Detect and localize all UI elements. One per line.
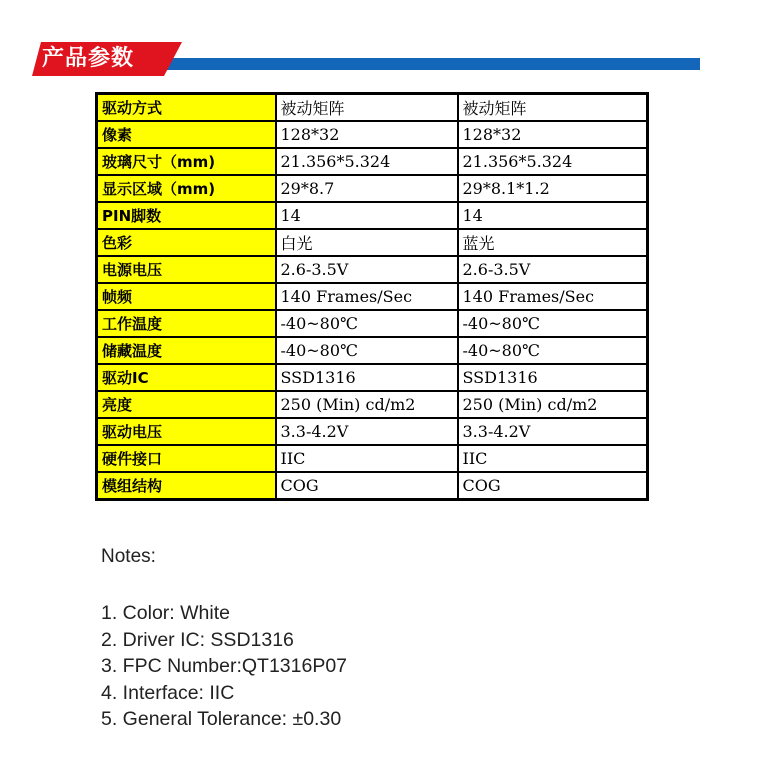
spec-value-white: 128*32 [276, 121, 458, 148]
spec-value-white: 29*8.7 [276, 175, 458, 202]
table-row [97, 391, 648, 418]
section-header [32, 42, 700, 76]
spec-label: 色彩 [97, 229, 276, 256]
spec-value-white: 21.356*5.324 [276, 148, 458, 175]
spec-value-white: 被动矩阵 [276, 94, 458, 122]
spec-value-blue: 21.356*5.324 [458, 148, 648, 175]
notes-title: Notes: [101, 546, 156, 567]
table-row [97, 256, 648, 283]
spec-label: 亮度 [97, 391, 276, 418]
spec-value-blue: 250 (Min) cd/m2 [458, 391, 648, 418]
spec-value-white: 14 [276, 202, 458, 229]
spec-value-blue: 14 [458, 202, 648, 229]
spec-label: 驱动电压 [97, 418, 276, 445]
spec-value-white: 250 (Min) cd/m2 [276, 391, 458, 418]
note-item: 1. Color: White [101, 602, 230, 624]
table-row [97, 229, 648, 256]
spec-value-white: COG [276, 472, 458, 500]
spec-value-blue: 29*8.1*1.2 [458, 175, 648, 202]
spec-value-blue: -40~80℃ [458, 310, 648, 337]
table-row [97, 283, 648, 310]
table-row [97, 148, 648, 175]
note-item: 5. General Tolerance: ±0.30 [101, 708, 342, 730]
note-item: 2. Driver IC: SSD1316 [101, 628, 294, 651]
spec-value-blue: -40~80℃ [458, 337, 648, 364]
spec-value-blue: 被动矩阵 [458, 94, 648, 122]
spec-label: 像素 [97, 121, 276, 148]
spec-table-body [97, 94, 648, 500]
spec-label: 电源电压 [97, 256, 276, 283]
spec-label: PIN脚数 [97, 202, 276, 229]
spec-label: 显示区域（mm) [97, 175, 276, 202]
table-row [97, 175, 648, 202]
spec-value-blue: 3.3-4.2V [458, 418, 648, 445]
spec-value-white: -40~80℃ [276, 337, 458, 364]
spec-value-white: -40~80℃ [276, 310, 458, 337]
table-row [97, 445, 648, 472]
spec-value-blue: COG [458, 472, 648, 500]
spec-value-white: IIC [276, 445, 458, 472]
spec-label: 硬件接口 [97, 445, 276, 472]
table-row [97, 202, 648, 229]
spec-value-white: 140 Frames/Sec [276, 283, 458, 310]
spec-table [95, 92, 649, 501]
spec-value-blue: 2.6-3.5V [458, 256, 648, 283]
table-row [97, 310, 648, 337]
table-row [97, 364, 648, 391]
table-row [97, 472, 648, 500]
table-row [97, 337, 648, 364]
page-title: 产品参数 [42, 46, 135, 71]
spec-value-white: 白光 [276, 229, 458, 256]
spec-label: 工作温度 [97, 310, 276, 337]
spec-label: 驱动IC [97, 364, 276, 391]
header-rule [162, 58, 700, 70]
table-row [97, 94, 648, 122]
spec-label: 模组结构 [97, 472, 276, 500]
spec-value-white: 3.3-4.2V [276, 418, 458, 445]
table-row [97, 418, 648, 445]
notes-section [101, 544, 661, 730]
spec-value-blue: IIC [458, 445, 648, 472]
table-row [97, 121, 648, 148]
spec-value-blue: SSD1316 [458, 364, 648, 391]
notes-list [101, 600, 347, 733]
note-item: 3. FPC Number:QT1316P07 [101, 655, 348, 677]
spec-value-white: SSD1316 [276, 364, 458, 391]
spec-label: 帧频 [97, 283, 276, 310]
spec-label: 驱动方式 [97, 94, 276, 122]
spec-value-blue: 140 Frames/Sec [458, 283, 648, 310]
spec-label: 储藏温度 [97, 337, 276, 364]
note-item: 4. Interface: IIC [101, 681, 235, 704]
spec-value-blue: 128*32 [458, 121, 648, 148]
spec-value-blue: 蓝光 [458, 229, 648, 256]
spec-value-white: 2.6-3.5V [276, 256, 458, 283]
spec-label: 玻璃尺寸（mm) [97, 148, 276, 175]
